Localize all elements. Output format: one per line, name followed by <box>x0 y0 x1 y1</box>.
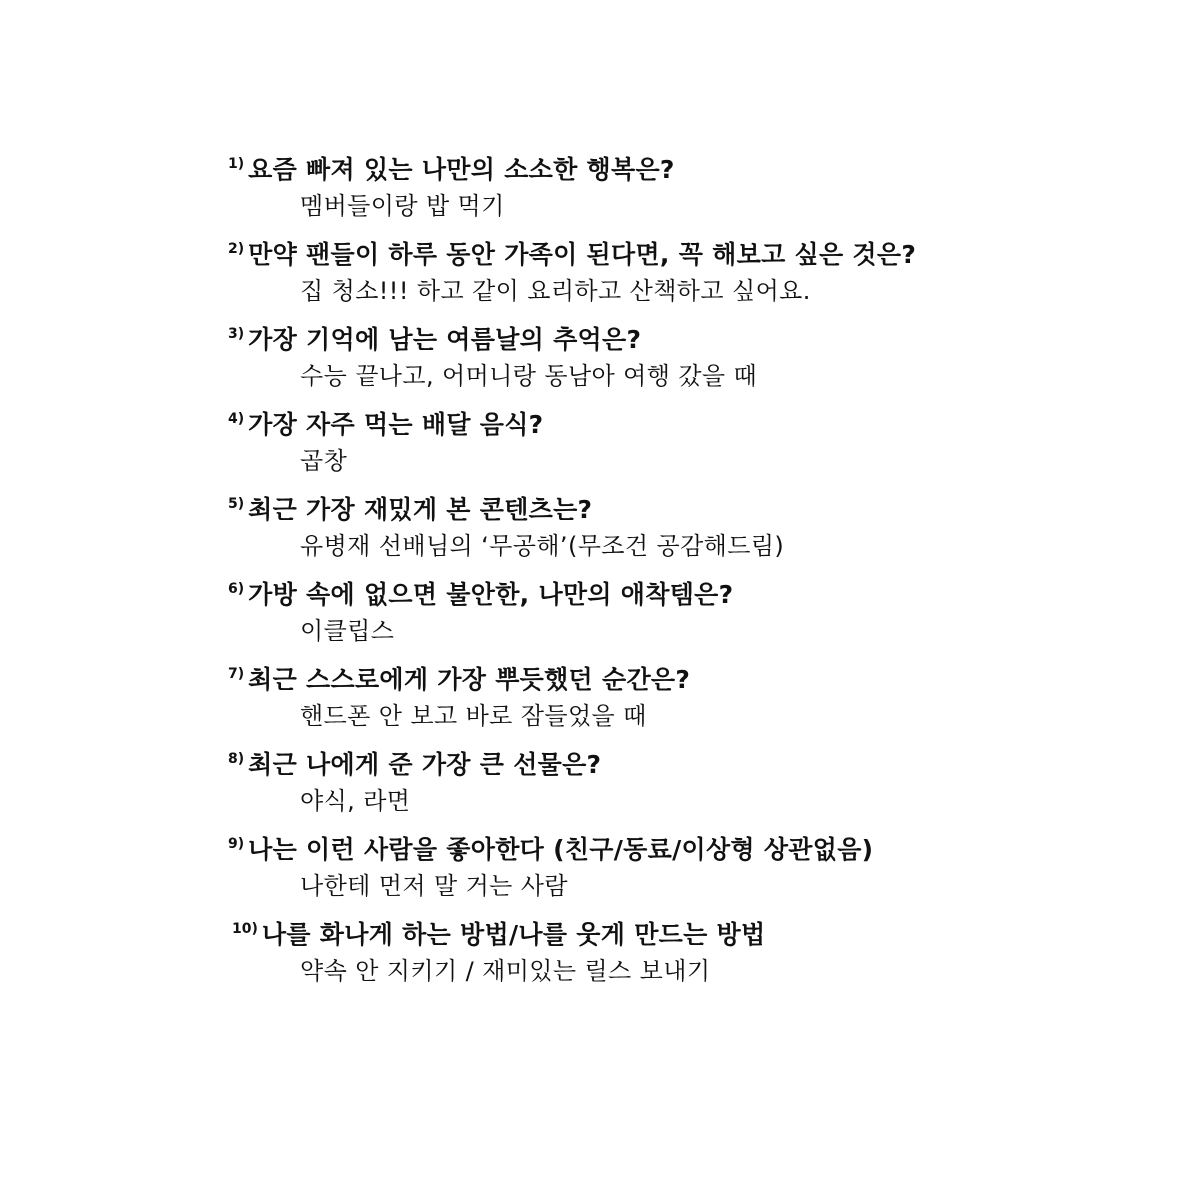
answer-8: 야식, 라면 <box>300 787 411 815</box>
question-text: 최근 나에게 준 가장 큰 선물은? <box>248 750 602 779</box>
question-number: 5) <box>228 496 245 512</box>
qa-item-1 <box>228 140 1168 225</box>
question-6 <box>228 565 1168 613</box>
answer-10: 약속 안 지키기 / 재미있는 릴스 보내기 <box>300 957 711 985</box>
question-text: 가장 기억에 남는 여름날의 추억은? <box>248 325 642 354</box>
question-number: 3) <box>228 326 245 342</box>
qa-item-6 <box>228 565 1168 650</box>
answer-1: 멤버들이랑 밥 먹기 <box>300 192 505 220</box>
answer-6: 이클립스 <box>300 617 395 645</box>
qa-item-3 <box>228 310 1168 395</box>
question-text: 만약 팬들이 하루 동안 가족이 된다면, 꼭 해보고 싶은 것은? <box>248 240 917 269</box>
qa-list <box>228 140 1168 990</box>
question-number: 4) <box>228 411 245 427</box>
qa-item-9 <box>228 820 1168 905</box>
question-4 <box>228 395 1168 443</box>
answer-3: 수능 끝나고, 어머니랑 동남아 여행 갔을 때 <box>300 362 758 390</box>
qa-item-7 <box>228 650 1168 735</box>
answer-9: 나한테 먼저 말 거는 사람 <box>300 872 568 900</box>
answer-4: 곱창 <box>300 447 348 475</box>
qa-item-8 <box>228 735 1168 820</box>
question-text: 나는 이런 사람을 좋아한다 (친구/동료/이상형 상관없음) <box>248 835 874 864</box>
question-3 <box>228 310 1168 358</box>
question-8 <box>228 735 1168 783</box>
question-text: 최근 가장 재밌게 본 콘텐츠는? <box>248 495 593 524</box>
qa-item-2 <box>228 225 1168 310</box>
qa-item-5 <box>228 480 1168 565</box>
question-text: 가방 속에 없으면 불안한, 나만의 애착템은? <box>248 580 734 609</box>
question-number: 6) <box>228 581 245 597</box>
question-text: 나를 화나게 하는 방법/나를 웃게 만드는 방법 <box>261 920 766 949</box>
qa-item-4 <box>228 395 1168 480</box>
question-text: 요즘 빠져 있는 나만의 소소한 행복은? <box>248 155 675 184</box>
question-9 <box>228 820 1168 868</box>
question-10 <box>228 905 1168 953</box>
question-text: 가장 자주 먹는 배달 음식? <box>248 410 544 439</box>
qa-item-10 <box>228 905 1168 990</box>
answer-7: 핸드폰 안 보고 바로 잠들었을 때 <box>300 702 647 730</box>
question-number: 8) <box>228 751 245 767</box>
question-number: 9) <box>228 836 245 852</box>
question-text: 최근 스스로에게 가장 뿌듯했던 순간은? <box>248 665 691 694</box>
question-number: 1) <box>228 156 245 172</box>
question-1 <box>228 140 1168 188</box>
question-number: 10) <box>232 921 258 937</box>
question-number: 2) <box>228 241 245 257</box>
answer-2: 집 청소!!! 하고 같이 요리하고 산책하고 싶어요. <box>300 277 811 305</box>
question-number: 7) <box>228 666 245 682</box>
question-2 <box>228 225 1168 273</box>
question-7 <box>228 650 1168 698</box>
answer-5: 유병재 선배님의 ‘무공해’(무조건 공감해드림) <box>300 532 785 560</box>
question-5 <box>228 480 1168 528</box>
